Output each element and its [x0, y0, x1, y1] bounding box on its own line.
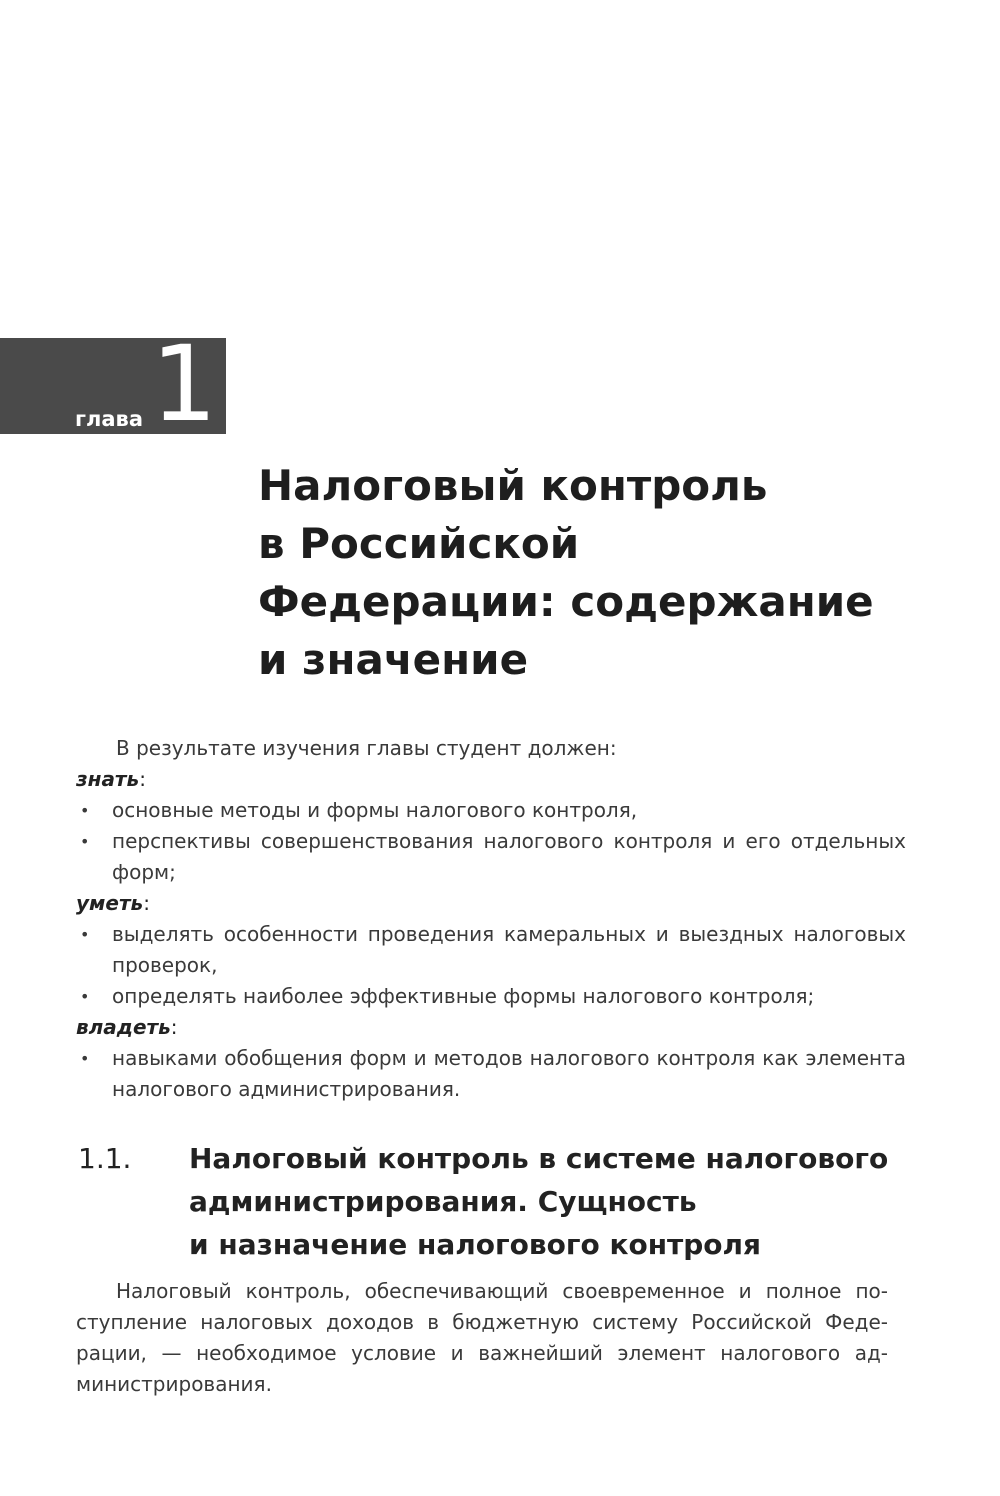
- objective-heading-know: [76, 764, 906, 795]
- chapter-title-line: Налоговый контроль: [258, 461, 768, 510]
- bullet-icon: •: [80, 1049, 90, 1068]
- list-item: [76, 1043, 906, 1105]
- body-paragraph: [76, 1276, 888, 1400]
- list-item-text: выделять особенности проведения камеральных и выездных налоговых проверок,: [112, 922, 906, 977]
- list-item: [76, 795, 906, 826]
- chapter-title-line: в Российской: [258, 519, 580, 568]
- section-title-line: Налоговый контроль в системе налогового: [189, 1142, 889, 1175]
- section-number: 1.1.: [78, 1142, 132, 1175]
- list-item: [76, 919, 906, 981]
- section-title-line: администрирования. Сущность: [189, 1185, 697, 1218]
- objective-heading-text: владеть: [76, 1015, 171, 1039]
- heading-colon: :: [143, 891, 150, 915]
- objective-heading-text: знать: [76, 767, 140, 791]
- learning-objectives: [76, 733, 906, 1105]
- objective-list-know: [76, 795, 906, 888]
- list-item-text: навыками обобщения форм и методов налогового контроля как элемента налогового администрирования.: [112, 1046, 906, 1101]
- objective-list-master: [76, 1043, 906, 1105]
- bullet-icon: •: [80, 801, 90, 820]
- list-item-text: перспективы совершенствования налогового контроля и его отдельных форм;: [112, 829, 906, 884]
- chapter-label: глава: [75, 407, 143, 431]
- chapter-title: [258, 457, 958, 689]
- bullet-icon: •: [80, 987, 90, 1006]
- paragraph-line: министрирования.: [76, 1372, 272, 1396]
- objective-list-can: [76, 919, 906, 1012]
- paragraph-line: ступление налоговых доходов в бюджетную систему Российской Феде-: [76, 1310, 888, 1334]
- list-item: [76, 826, 906, 888]
- chapter-title-line: и значение: [258, 635, 529, 684]
- chapter-number: 1: [151, 323, 218, 445]
- heading-colon: :: [139, 767, 146, 791]
- list-item-text: основные методы и формы налогового контроля,: [112, 798, 638, 822]
- list-item-text: определять наиболее эффективные формы налогового контроля;: [112, 984, 815, 1008]
- objective-heading-text: уметь: [76, 891, 144, 915]
- chapter-title-line: Федерации: содержание: [258, 577, 874, 626]
- paragraph-line: рации, — необходимое условие и важнейший элемент налогового ад-: [76, 1341, 888, 1365]
- objectives-intro: В результате изучения главы студент должен:: [116, 736, 617, 760]
- paragraph-line: Налоговый контроль, обеспечивающий своевременное и полное по-: [116, 1279, 888, 1303]
- bullet-icon: •: [80, 925, 90, 944]
- list-item: [76, 981, 906, 1012]
- heading-colon: :: [170, 1015, 178, 1039]
- objective-heading-can: [76, 888, 906, 919]
- objective-heading-master: [76, 1012, 906, 1043]
- section-title: [189, 1137, 909, 1266]
- section-title-line: и назначение налогового контроля: [189, 1228, 762, 1261]
- bullet-icon: •: [80, 832, 90, 851]
